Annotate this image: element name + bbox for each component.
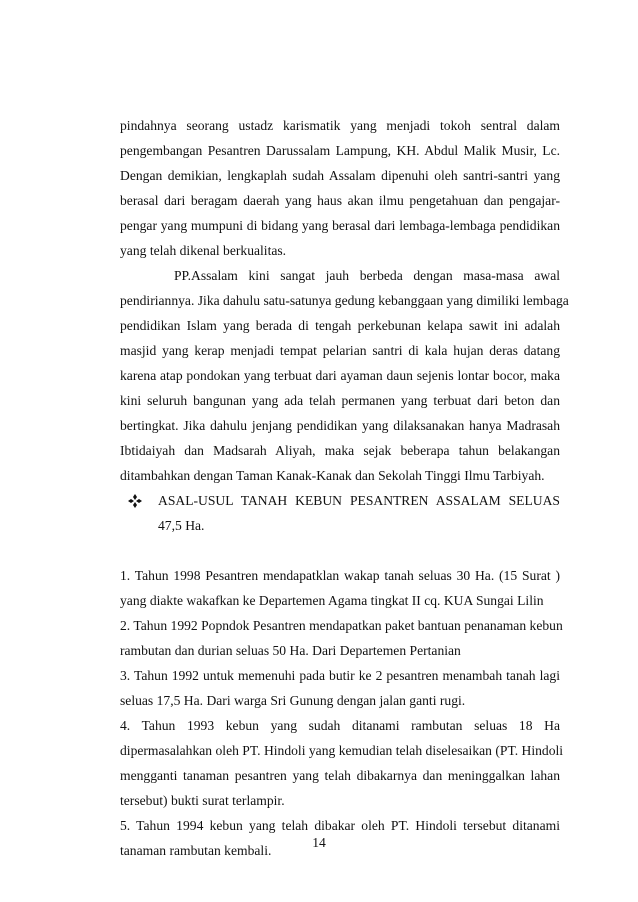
list-line: tersebut) bukti surat terlampir.	[120, 793, 285, 808]
list-line: 5. Tahun 1994 kebun yang telah dibakar oleh PT. Hindoli tersebut ditanami	[120, 818, 560, 833]
heading-line	[120, 488, 560, 513]
body-text	[120, 113, 569, 863]
text-line: karena atap pondokan yang terbuat dari ayaman daun sejenis lontar bocor, maka	[120, 368, 560, 383]
list-line: tanaman rambutan kembali.	[120, 843, 272, 858]
list-line: dipermasalahkan oleh PT. Hindoli yang kemudian telah diselesaikan (PT. Hindoli	[120, 743, 564, 758]
text-line: pendiriannya. Jika dahulu satu-satunya gedung kebanggaan yang dimiliki lembaga	[120, 293, 569, 308]
text-line: pindahnya seorang ustadz karismatik yang menjadi tokoh sentral dalam	[120, 118, 560, 133]
text-line: pendidikan Islam yang berada di tengah perkebunan kelapa sawit ini adalah	[120, 318, 560, 333]
list-line: seluas 17,5 Ha. Dari warga Sri Gunung dengan jalan ganti rugi.	[120, 693, 466, 708]
list-line: mengganti tanaman pesantren yang telah dibakarnya dan meninggalkan lahan	[120, 768, 560, 783]
list-line: 2. Tahun 1992 Popndok Pesantren mendapatkan paket bantuan penanaman kebun	[120, 618, 563, 633]
paragraph-2	[120, 263, 569, 488]
heading-line: 47,5 Ha.	[158, 518, 205, 533]
list-line: 3. Tahun 1992 untuk memenuhi pada butir ke 2 pesantren menambah tanah lagi	[120, 668, 560, 683]
text-line: ditambahkan dengan Taman Kanak-Kanak dan Sekolah Tinggi Ilmu Tarbiyah.	[120, 468, 545, 483]
text-line: pengar yang mumpuni di bidang yang berasal dari lembaga-lembaga pendidikan	[120, 218, 560, 233]
text-line: PP.Assalam kini sangat jauh berbeda dengan masa-masa awal	[174, 268, 560, 283]
text-line: bertingkat. Jika dahulu jenjang pendidikan yang dilaksanakan hanya Madrasah	[120, 418, 560, 433]
paragraph-1	[120, 113, 560, 263]
list-line: yang diakte wakafkan ke Departemen Agama tingkat II cq. KUA Sungai Lilin	[120, 593, 544, 608]
blank-line	[120, 538, 560, 563]
numbered-list	[120, 563, 564, 863]
list-line: rambutan dan durian seluas 50 Ha. Dari Departemen Pertanian	[120, 643, 461, 658]
page-number: 14	[312, 835, 326, 850]
text-line: kini seluruh bangunan yang ada telah permanen yang terbuat dari beton dan	[120, 393, 560, 408]
text-line: Dengan demikian, lengkaplah sudah Assalam dipenuhi oleh santri-santri yang	[120, 168, 560, 183]
diamond-bullet-icon	[128, 494, 142, 508]
section-heading	[120, 488, 560, 538]
list-line: 1. Tahun 1998 Pesantren mendapatklan wakap tanah seluas 30 Ha. (15 Surat )	[120, 568, 560, 583]
text-line: masjid yang kerap menjadi tempat pelarian santri di kala hujan deras datang	[120, 343, 560, 358]
text-line: berasal dari beragam daerah yang haus akan ilmu pengetahuan dan pengajar-	[120, 193, 560, 208]
text-line: yang telah dikenal berkualitas.	[120, 243, 287, 258]
text-line: Ibtidaiyah dan Madsarah Aliyah, maka sejak beberapa tahun belakangan	[120, 443, 560, 458]
list-line: 4. Tahun 1993 kebun yang sudah ditanami rambutan seluas 18 Ha	[120, 718, 560, 733]
heading-text: ASAL-USUL TANAH KEBUN PESANTREN ASSALAM SELUAS	[158, 493, 560, 508]
text-line: pengembangan Pesantren Darussalam Lampung, KH. Abdul Malik Musir, Lc.	[120, 143, 560, 158]
